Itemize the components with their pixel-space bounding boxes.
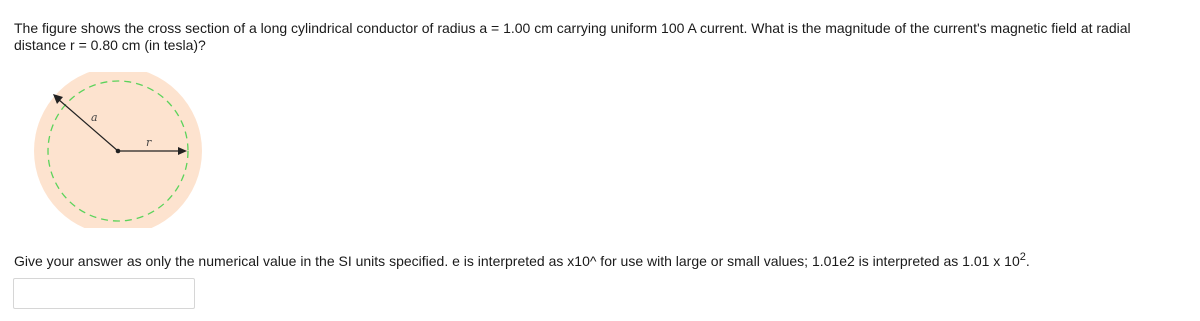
label-a: a — [91, 111, 98, 124]
instructions-exponent: 2 — [1019, 251, 1026, 263]
instructions-end: . — [1025, 253, 1030, 269]
figure-svg — [30, 72, 214, 228]
answer-input[interactable] — [13, 278, 195, 309]
conductor-cross-section-figure — [30, 72, 214, 228]
instructions-text: Give your answer as only the numerical value in the SI units specified. e is interpreted as x10^ for use with large or small values; 1.01e2 is interpreted as 1.01 x 10 — [14, 253, 1020, 269]
label-r: r — [146, 136, 152, 149]
answer-instructions — [14, 253, 1030, 270]
center-point — [116, 149, 121, 154]
question-text: The figure shows the cross section of a long cylindrical conductor of radius a = 1.00 cm carrying uniform 100 A current. What is the magnitude of the current's magnetic field at radial distance r = 0.80 cm (in tesla)? — [14, 20, 1131, 53]
